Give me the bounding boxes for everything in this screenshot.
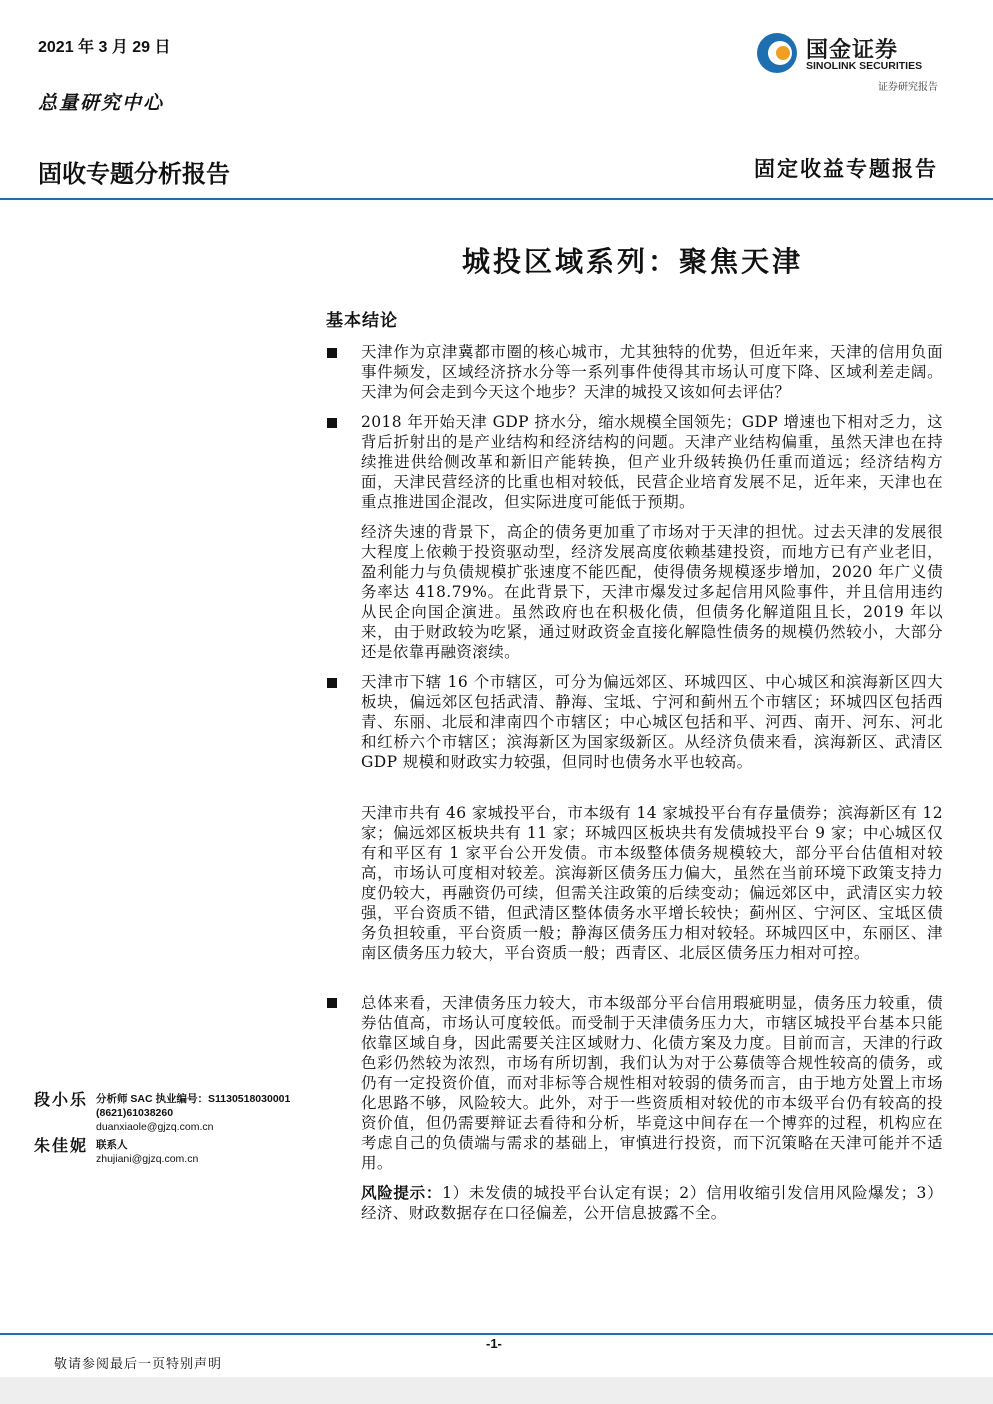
conclusion-paragraph: 总体来看，天津债务压力较大，市本级部分平台信用瑕疵明显，债务压力较重，债券估值高，市场认可度较低。而受制于天津债务压力大，市辖区城投平台基本只能依靠区域自身，因此需要关注区域财力、化债方案及力度。目前而言，天津的行政色彩仍然较为浓烈，市场有所切割，我们认为对于公募债等合规性较高的债务，或仍有一定投资价值，而对非标等合规性相对较弱的债务而言，由于地方处置上市场化思路不够，风险较大。此外，对于一些资质相对较优的市本级平台仍有较高的投资价值，但仍需要辩证去看待和分析，毕竟这中间存在一个博弈的过程，机构应在考虑自己的负债端与需求的基础上，审慎进行投资，而下沉策略在天津可能并不适用。 <box>361 994 943 1172</box>
footer-divider <box>0 1333 993 1335</box>
report-title: 城投区域系列：聚焦天津 <box>462 245 804 278</box>
analyst-details <box>96 1138 198 1166</box>
conclusion-paragraph: 天津市共有 46 家城投平台，市本级有 14 家城投平台有存量债券；滨海新区有 12 家；偏远郊区板块共有 11 家；环城四区板块共有发债城投平台 9 家；中心城区仅有和平区有 1 家平台公开发债。市本级整体债务规模较大，部分平台估值相对较高，市场认可度相对较差。滨海新区债务压力偏大，虽然在当前环境下政策支持力度仍较大，再融资仍可续，但需关注政策的后续变动；偏远郊区中，武清区实力较强，平台资质不错，但武清区整体债务水平增长较快；蓟州区、宁河区、宝坻区债务负担较重，平台资质一般；静海区债务压力相对较轻。环城四区中，东丽区、津南区债务压力较大，平台资质一般；西青区、北辰区债务压力相对可控。 <box>361 804 943 962</box>
risk-warning-text: 1）未发债的城投平台认定有误；2）信用收缩引发信用风险爆发；3）经济、财政数据存在口径偏差，公开信息披露不全。 <box>361 1184 943 1222</box>
risk-warning <box>361 1183 943 1223</box>
conclusion-paragraph: 天津作为京津冀都市圈的核心城市，尤其独特的优势，但近年来，天津的信用负面事件频发，区域经济挤水分等一系列事件使得其市场认可度下降、区域利差走阔。天津为何会走到今天这个地步？天津的城投又该如何去评估？ <box>361 343 943 401</box>
company-logo <box>756 30 946 93</box>
report-type: 固定收益专题报告 <box>754 156 938 181</box>
logo-subtitle: 证券研究报告 <box>878 82 938 93</box>
report-date: 2021 年 3 月 29 日 <box>38 39 171 56</box>
bullet-marker <box>327 998 337 1008</box>
research-center-name: 总量研究中心 <box>38 92 165 114</box>
bullet-marker <box>327 348 337 358</box>
analyst-details <box>96 1092 290 1134</box>
analyst-email[interactable]: zhujiani@gjzq.com.cn <box>96 1153 199 1165</box>
footer-disclaimer: 敬请参阅最后一页特别声明 <box>54 1357 223 1372</box>
analyst-role: 分析师 SAC 执业编号：S1130518030001 <box>96 1093 291 1105</box>
analyst-role: 联系人 <box>96 1139 128 1151</box>
logo-name-en: SINOLINK SECURITIES <box>806 60 923 72</box>
analyst-name: 段小乐 <box>34 1090 89 1109</box>
page-number: -1- <box>486 1336 502 1351</box>
section-heading: 基本结论 <box>326 311 398 331</box>
page-bottom-band <box>0 1377 993 1404</box>
analyst-email[interactable]: duanxiaole@gjzq.com.cn <box>96 1121 214 1133</box>
risk-warning-label: 风险提示： <box>361 1183 443 1202</box>
analyst-phone: (8621)61038260 <box>96 1107 174 1119</box>
conclusion-paragraph: 天津市下辖 16 个市辖区，可分为偏远郊区、环城四区、中心城区和滨海新区四大板块，偏远郊区包括武清、静海、宝坻、宁河和蓟州五个市辖区；环城四区包括西青、东丽、北辰和津南四个市辖区；中心城区包括和平、河西、南开、河东、河北和红桥六个市辖区；滨海新区为国家级新区。从经济负债来看，滨海新区、武清区 GDP 规模和财政实力较强，但同时也债务水平也较高。 <box>361 673 943 771</box>
analyst-name: 朱佳妮 <box>34 1136 89 1155</box>
conclusion-paragraph: 经济失速的背景下，高企的债务更加重了市场对于天津的担忧。过去天津的发展很大程度上依赖于投资驱动型，经济发展高度依赖基建投资，而地方已有产业老旧，盈利能力与负债规模扩张速度不能匹配，使得债务规模逐步增加，2020 年广义债务率达 418.79%。在此背景下，天津市爆发过多起信用风险事件，并且信用违约从民企向国企演进。虽然政府也在积极化债，但债务化解道阻且长，2019 年以来，由于财政较为吃紧，通过财政资金直接化解隐性债务的规模仍然较小，大部分还是依靠再融资滚续。 <box>361 523 943 661</box>
logo-name-cn: 国金证券 <box>806 37 899 62</box>
report-category: 固收专题分析报告 <box>38 161 230 188</box>
header-divider <box>0 198 993 200</box>
conclusion-paragraph: 2018 年开始天津 GDP 挤水分，缩水规模全国领先；GDP 增速也下相对乏力，这背后折射出的是产业结构和经济结构的问题。天津产业结构偏重，虽然天津也在持续推进供给侧改革和新旧产能转换，但产业升级转换仍任重而道远；经济结构方面，天津民营经济的比重也相对较低，民营企业培育发展不足，近年来，天津也在重点推进国企混改，但实际进度可能低于预期。 <box>361 413 943 511</box>
bullet-marker <box>327 678 337 688</box>
bullet-marker <box>327 418 337 428</box>
sinolink-logo-icon <box>756 32 798 74</box>
